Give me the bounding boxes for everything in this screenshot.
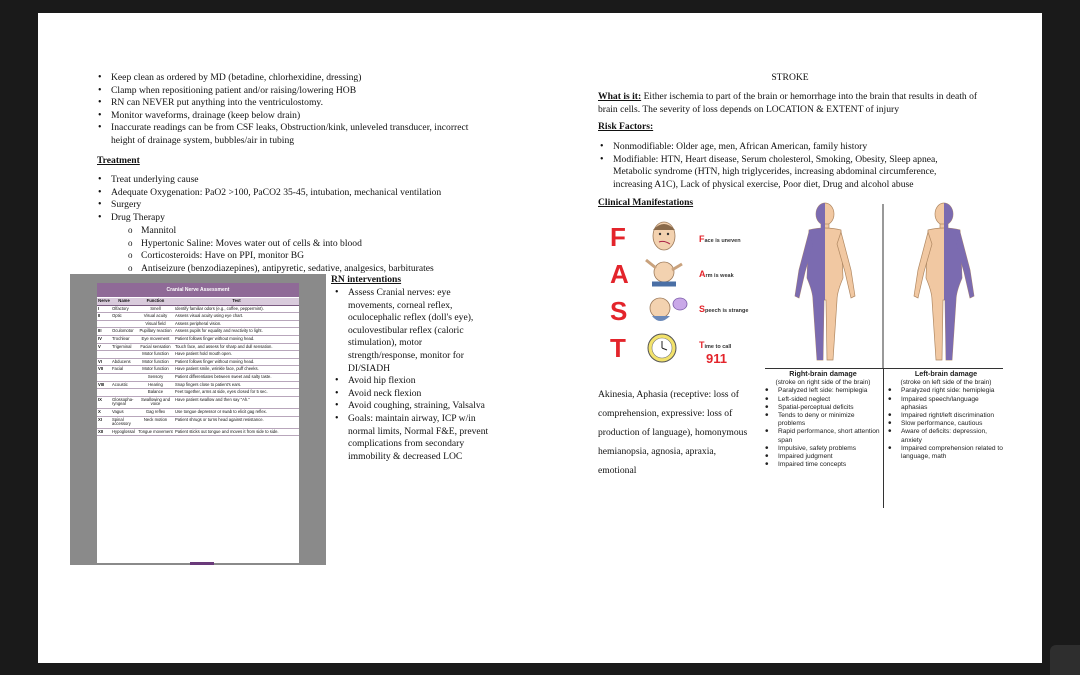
list-item: • Goals: maintain airway, ICP w/in normal limits, Normal F&E, prevent complications from secondary immobility & decreased LOC xyxy=(334,413,492,463)
table-cell xyxy=(97,389,111,397)
left-brain-figure xyxy=(914,203,974,360)
table-cell: Abducens xyxy=(111,358,137,366)
table-cell: Patient shrugs or turns head against resistance. xyxy=(174,416,299,428)
table-cell: Visual acuity xyxy=(137,313,174,321)
table-cell: II xyxy=(97,313,111,321)
table-row xyxy=(97,381,299,389)
list-item: o Hypertonic Saline: Moves water out of cells & into blood xyxy=(128,238,488,251)
table-cell: Assess pupils for equality and reactivity to light. xyxy=(174,328,299,336)
list-item: • Paralyzed right side: hemiplegia xyxy=(887,387,1005,395)
fast-illustrations xyxy=(640,220,698,370)
table-row xyxy=(97,389,299,397)
list-item: o Mannitol xyxy=(128,225,488,238)
manifestations-text: Akinesia, Aphasia (receptive: loss of comprehension, expressive: loss of production of language), homonymous hemianopsia, agnosia, apraxia, emotional xyxy=(598,389,748,476)
list-item: • Spatial-perceptual deficits xyxy=(764,404,882,412)
table-cell: Identify familiar odors (e.g., coffee, peppermint). xyxy=(174,305,299,313)
table-cell: VII xyxy=(97,366,111,374)
right-brain-figure xyxy=(795,203,855,360)
table-cell xyxy=(111,351,137,359)
drug-list xyxy=(128,225,488,275)
fast-letter-s: S xyxy=(610,296,628,326)
right-brain-list xyxy=(764,387,882,469)
fast-caption-a: Arm is weak xyxy=(699,269,734,279)
table-cell: Visual field xyxy=(137,320,174,328)
face-icon xyxy=(653,222,675,250)
table-row xyxy=(97,343,299,351)
list-item: • Impaired comprehension related to language, math xyxy=(887,445,1005,461)
stroke-title: STROKE xyxy=(771,72,809,83)
list-item: • Nonmodifiable: Older age, men, African American, family history xyxy=(599,141,969,154)
list-item: • Monitor waveforms, drainage (keep below drain) xyxy=(97,110,492,123)
table-row xyxy=(97,351,299,359)
table-footer-bar xyxy=(190,562,214,565)
table-cell: Smell xyxy=(137,305,174,313)
list-item: • Assess Cranial nerves: eye movements, corneal reflex, oculocephalic reflex (doll's eye), oculovestibular reflex (caloric stimulation), motor strength/response, monitor for DI/SIADH xyxy=(334,287,492,375)
left-intro xyxy=(97,72,492,148)
speech-icon xyxy=(650,298,687,321)
table-cell: VIII xyxy=(97,381,111,389)
list-item: • Rapid performance, short attention span xyxy=(764,428,882,444)
table-cell: Vagus xyxy=(111,408,137,416)
list-item: • RN can NEVER put anything into the ventriculostomy. xyxy=(97,97,492,110)
table-row xyxy=(97,358,299,366)
table-cell: Hearing xyxy=(137,381,174,389)
list-item: • Drug Therapy xyxy=(97,212,492,225)
fast-letter-a: A xyxy=(610,259,629,289)
what-is-it-text: Either ischemia to part of the brain or hemorrhage into the brain that results in death of brain cells. The severity of loss depends on LOCATION & EXTENT of injury xyxy=(598,91,978,115)
table-row xyxy=(97,373,299,381)
table-cell: Facial xyxy=(111,366,137,374)
table-cell: XII xyxy=(97,428,111,436)
risk-factors-list xyxy=(599,141,969,191)
list-item: • Avoid neck flexion xyxy=(334,388,492,401)
table-cell: Trochlear xyxy=(111,335,137,343)
list-item: • Avoid hip flexion xyxy=(334,375,492,388)
list-item: • Paralyzed left side: hemiplegia xyxy=(764,387,882,395)
table-cell xyxy=(111,373,137,381)
table-row xyxy=(97,408,299,416)
table-cell: Assess peripheral vision. xyxy=(174,320,299,328)
stroke-definition xyxy=(598,91,982,116)
clinical-manifestations-heading: Clinical Manifestations xyxy=(598,197,694,208)
list-item: • Modifiable: HTN, Heart disease, Serum cholesterol, Smoking, Obesity, Sleep apnea, Metabolic syndrome (HTN, high triglycerides, increasing abdominal circumference, increasing A1C), Lack of physical exercise, Poor diet, Drug and alcohol abuse xyxy=(599,154,969,192)
table-row xyxy=(97,328,299,336)
list-item: • Impaired judgment xyxy=(764,453,882,461)
table-row xyxy=(97,366,299,374)
cranial-nerve-table xyxy=(97,298,299,436)
rn-interventions-heading: RN interventions xyxy=(331,274,402,285)
table-cell: Touch face, and assess for sharp and dull sensation. xyxy=(174,343,299,351)
left-brain-list xyxy=(887,387,1005,461)
table-cell: Patient differentiates between sweet and salty taste. xyxy=(174,373,299,381)
table-cell: Patient follows finger without moving head. xyxy=(174,358,299,366)
list-item: • Impaired right/left discrimination xyxy=(887,412,1005,420)
table-cell: IX xyxy=(97,396,111,408)
window-corner xyxy=(1050,645,1080,675)
table-cell: Use tongue depressor or swab to elicit gag reflex. xyxy=(174,408,299,416)
table-row xyxy=(97,305,299,313)
list-item: • Tends to deny or minimize problems xyxy=(764,412,882,428)
table-cell: Sensory xyxy=(137,373,174,381)
list-item: • Surgery xyxy=(97,199,492,212)
table-header: Nerve xyxy=(97,298,111,305)
what-is-it-label: What is it: xyxy=(598,91,642,102)
list-item: o Antiseizure (benzodiazepines), antipyretic, sedative, analgesics, barbiturates xyxy=(128,263,488,276)
table-cell xyxy=(97,351,111,359)
treatment-list xyxy=(97,174,492,224)
list-item: o Corticosteroids: Have on PPI, monitor BG xyxy=(128,250,488,263)
table-row xyxy=(97,313,299,321)
cranial-nerve-body xyxy=(97,305,299,436)
fast-caption-f: Face is uneven xyxy=(699,234,741,244)
list-item: • Avoid coughing, straining, Valsalva xyxy=(334,400,492,413)
fast-letter-f: F xyxy=(610,222,626,252)
table-row xyxy=(97,428,299,436)
risk-factors-heading: Risk Factors: xyxy=(598,121,654,132)
list-item: • Impaired speech/language aphasias xyxy=(887,396,1005,412)
left-brain-subtitle: (stroke on left side of the brain) xyxy=(900,379,992,387)
table-cell: Spinal accessory xyxy=(111,416,137,428)
treatment-heading: Treatment xyxy=(97,155,140,166)
table-cell: V xyxy=(97,343,111,351)
body-figures xyxy=(765,200,1005,370)
table-cell: Patient sticks out tongue and moves it from side to side. xyxy=(174,428,299,436)
table-cell: Have patient hold mouth open. xyxy=(174,351,299,359)
fast-caption-t: Time to call xyxy=(699,340,732,350)
table-cell: Trigeminal xyxy=(111,343,137,351)
cranial-nerve-title: Cranial Nerve Assessment xyxy=(97,283,299,297)
table-cell xyxy=(111,320,137,328)
arm-icon xyxy=(646,260,682,284)
left-brain-title: Left-brain damage xyxy=(914,369,978,378)
table-cell: Gag reflex xyxy=(137,408,174,416)
table-cell: Balance xyxy=(137,389,174,397)
table-header: Test xyxy=(174,298,299,305)
list-item: • Impaired time concepts xyxy=(764,461,882,469)
list-item: • Adequate Oxygenation: PaO2 >100, PaCO2 35-45, intubation, mechanical ventilation xyxy=(97,187,492,200)
table-cell: III xyxy=(97,328,111,336)
table-cell: Eye movement xyxy=(137,335,174,343)
fast-911: 911 xyxy=(706,351,727,366)
table-cell: Feet together, arms at side, eyes closed for 5 sec. xyxy=(174,389,299,397)
list-item: • Treat underlying cause xyxy=(97,174,492,187)
list-item: • Aware of deficits: depression, anxiety xyxy=(887,428,1005,444)
table-cell: Assess visual acuity using eye chart. xyxy=(174,313,299,321)
table-cell: Patient follows finger without moving head. xyxy=(174,335,299,343)
table-cell: Facial sensation xyxy=(137,343,174,351)
left-brain-caption xyxy=(887,370,1005,461)
table-cell: Glossopha-ryngeal xyxy=(111,396,137,408)
table-cell: IV xyxy=(97,335,111,343)
table-cell: X xyxy=(97,408,111,416)
table-cell: Motor function xyxy=(137,366,174,374)
table-cell: Hypoglossal xyxy=(111,428,137,436)
table-cell: Motor function xyxy=(137,351,174,359)
table-cell xyxy=(97,373,111,381)
list-item: • Inaccurate readings can be from CSF leaks, Obstruction/kink, unleveled transducer, incorrect height of drainage system, bubbles/air in tubing xyxy=(97,122,492,147)
table-row xyxy=(97,320,299,328)
right-brain-caption xyxy=(764,370,882,469)
table-row xyxy=(97,335,299,343)
table-cell: I xyxy=(97,305,111,313)
table-cell: VI xyxy=(97,358,111,366)
column-divider xyxy=(883,368,884,508)
table-row xyxy=(97,396,299,408)
table-cell: Acoustic xyxy=(111,381,137,389)
fast-caption-s: Speech is strange xyxy=(699,304,749,314)
list-item: • Impulsive, safety problems xyxy=(764,445,882,453)
rn-interventions-list xyxy=(334,287,492,463)
table-cell: Tongue movement xyxy=(137,428,174,436)
table-header: Name xyxy=(111,298,137,305)
fast-letter-t: T xyxy=(610,333,626,363)
right-brain-title: Right-brain damage xyxy=(789,369,857,378)
table-header: Function xyxy=(137,298,174,305)
table-cell: Swallowing and voice xyxy=(137,396,174,408)
table-cell: Snap fingers close to patient's ears. xyxy=(174,381,299,389)
table-cell: Olfactory xyxy=(111,305,137,313)
table-cell: Oculomotor xyxy=(111,328,137,336)
list-item: • Keep clean as ordered by MD (betadine, chlorhexidine, dressing) xyxy=(97,72,492,85)
clock-icon xyxy=(648,334,676,362)
table-cell: Optic xyxy=(111,313,137,321)
table-cell: Neck motion xyxy=(137,416,174,428)
list-item: • Clamp when repositioning patient and/or raising/lowering HOB xyxy=(97,85,492,98)
table-cell: Have patient smile, wrinkle face, puff cheeks. xyxy=(174,366,299,374)
table-cell: Motor function xyxy=(137,358,174,366)
list-item: • Left-sided neglect xyxy=(764,396,882,404)
list-item: • Slow performance, cautious xyxy=(887,420,1005,428)
table-cell: Have patient swallow and then say "Ah." xyxy=(174,396,299,408)
table-cell: Pupillary reaction xyxy=(137,328,174,336)
table-cell xyxy=(97,320,111,328)
right-brain-subtitle: (stroke on right side of the brain) xyxy=(775,379,871,387)
table-row xyxy=(97,416,299,428)
table-cell: XI xyxy=(97,416,111,428)
table-cell xyxy=(111,389,137,397)
